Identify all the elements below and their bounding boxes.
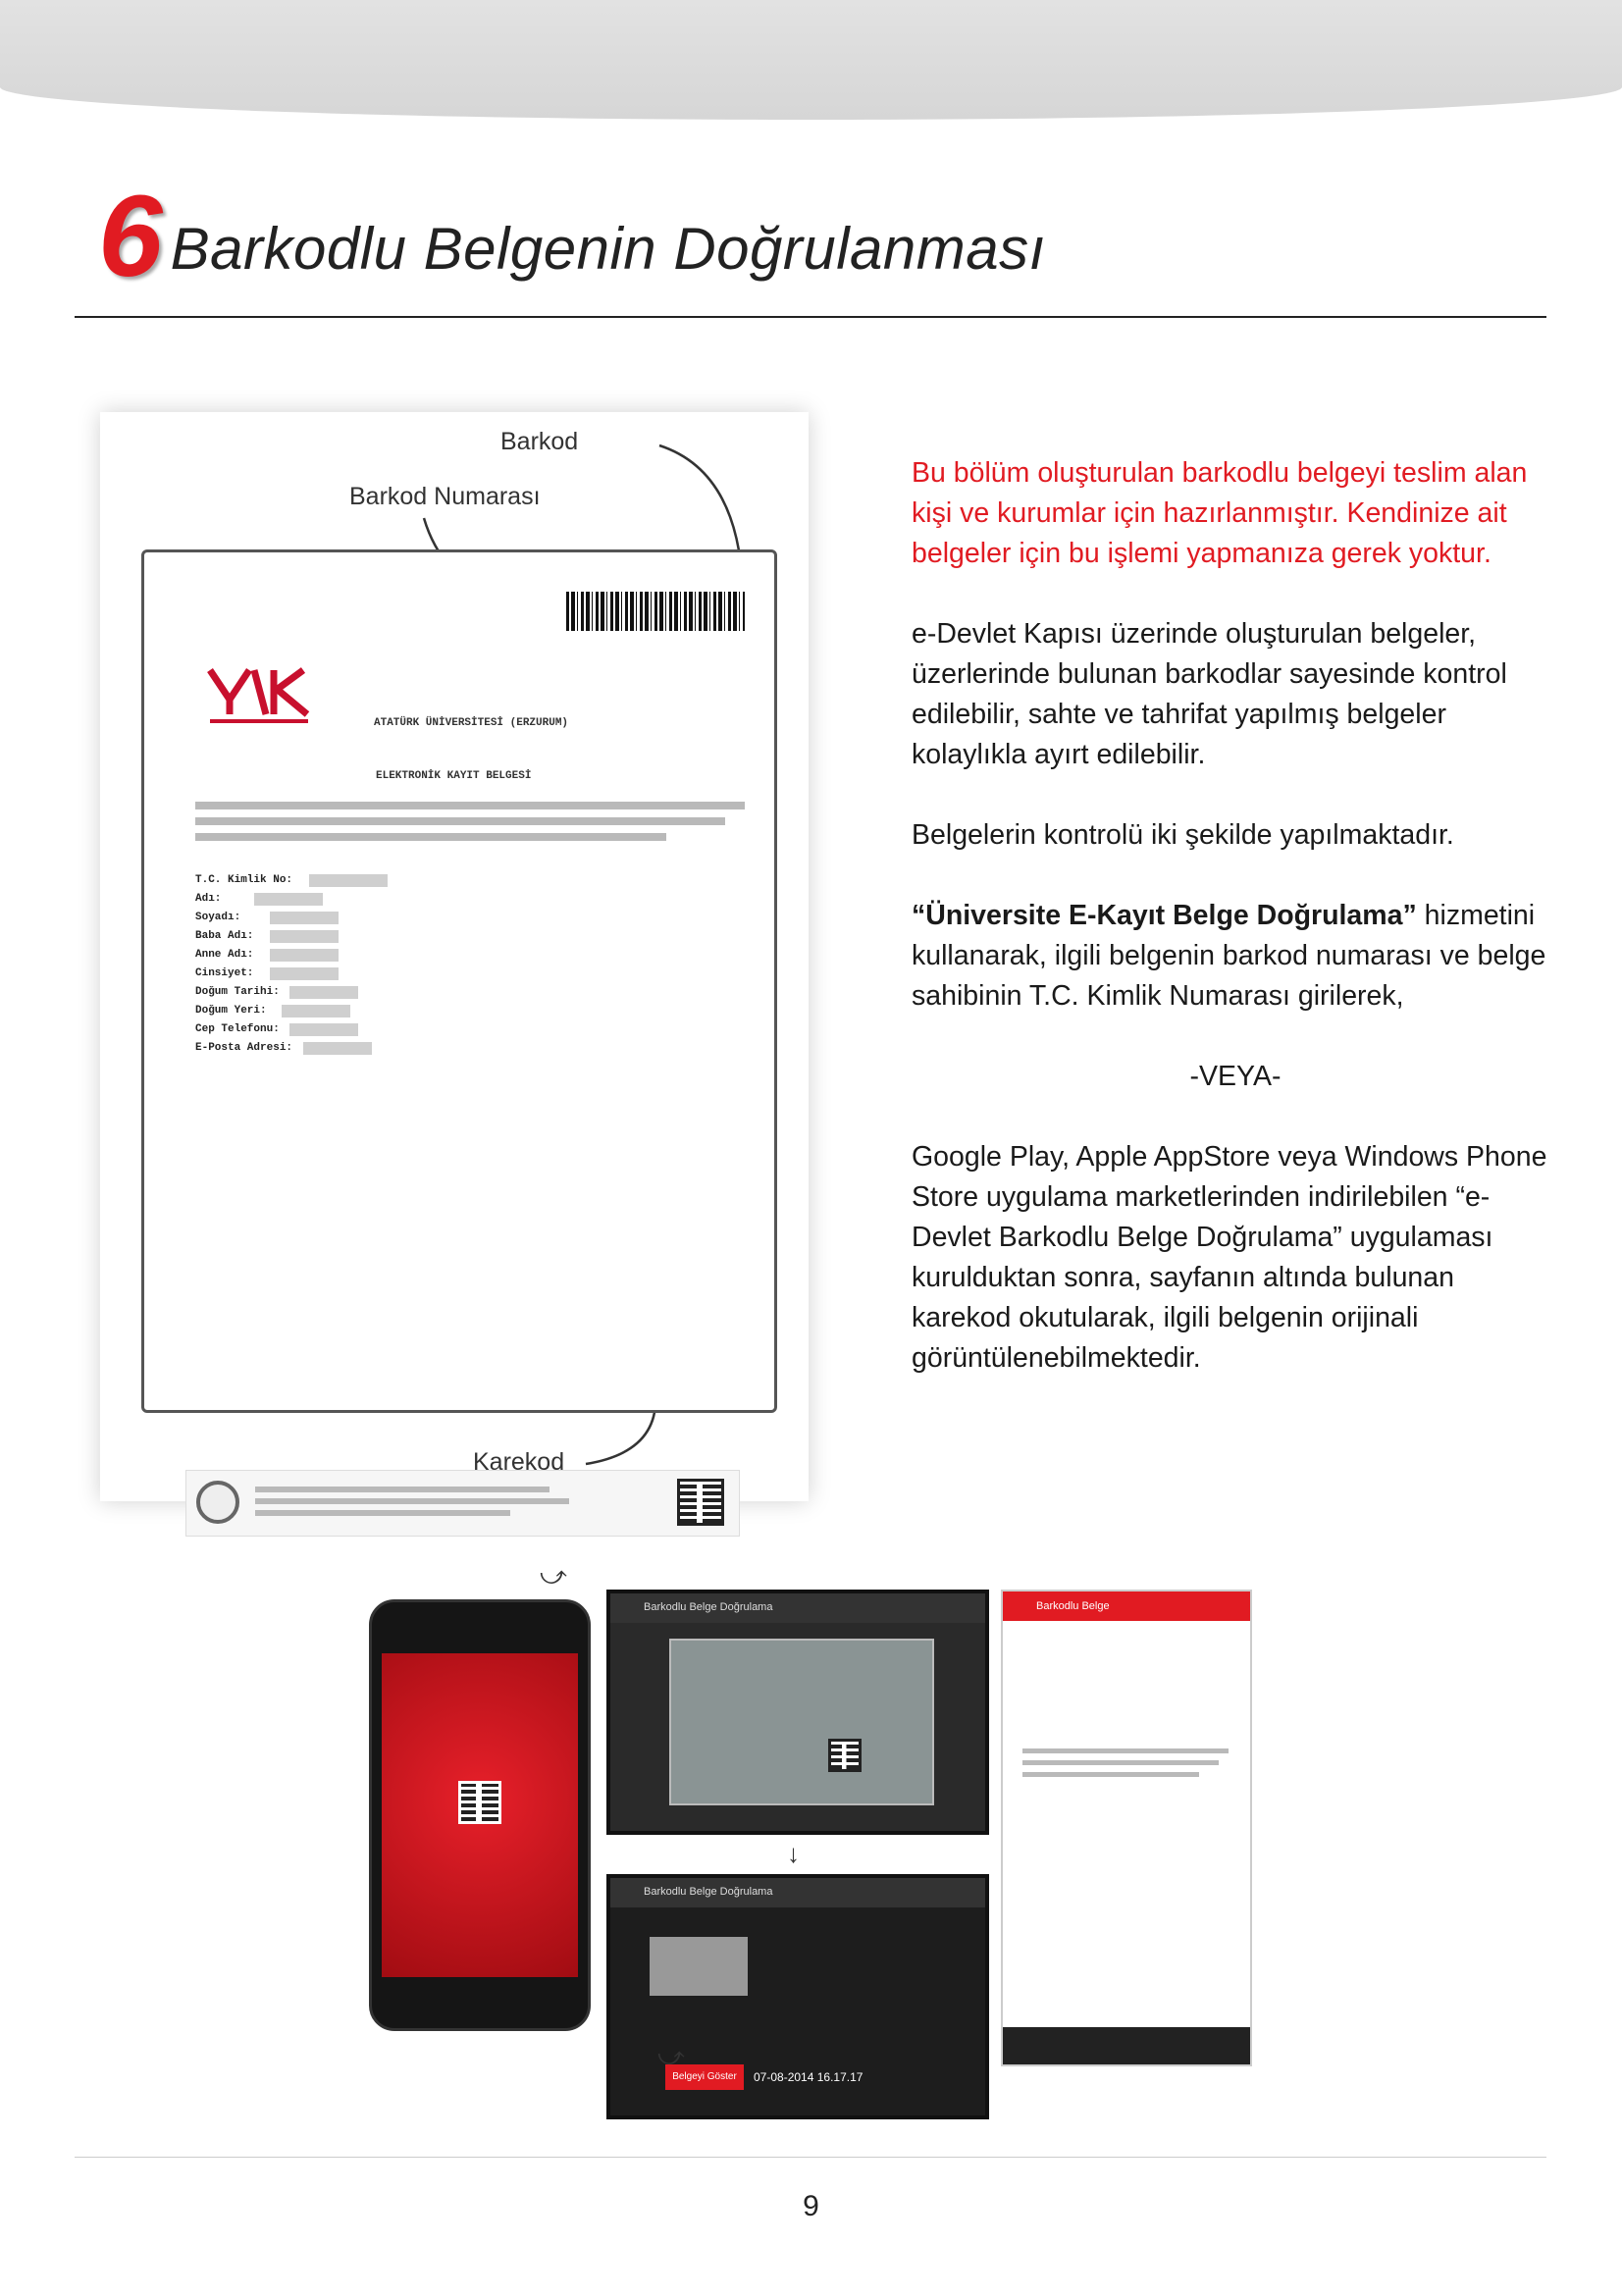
redacted-value — [254, 893, 323, 906]
yok-logo-icon — [205, 660, 313, 727]
section-number: 6 — [98, 172, 163, 301]
app-header — [610, 1878, 985, 1907]
nav-bar — [1003, 2027, 1250, 2064]
redacted-value — [270, 967, 339, 980]
barcode-number-label: Barkod Numarası — [349, 483, 541, 510]
body-text — [912, 453, 1559, 1419]
document-preview — [650, 1937, 748, 1996]
doc-fields — [195, 874, 490, 1061]
paragraph-method-two: Google Play, Apple AppStore veya Windows Phone Store uygulama marketlerinden indirilebilen “e-Devlet Barkodlu Belge Doğrulama” uygulaması kurulduktan sonra, sayfanın altında bulunan karekod okutularak, ilgili belgenin orijinali görüntülenebilmektedir. — [912, 1141, 1547, 1374]
doc-field-label: Baba Adı: — [195, 930, 254, 942]
redacted-value — [309, 874, 388, 887]
document-frame — [141, 549, 777, 1413]
doc-field-label: T.C. Kimlik No: — [195, 874, 293, 886]
app-screenshots — [363, 1550, 1305, 2084]
app-header-title: Barkodlu Belge Doğrulama — [644, 1601, 773, 1613]
verification-seal-icon — [196, 1481, 239, 1524]
document-footer — [185, 1470, 740, 1537]
paragraph-methods: Belgelerin kontrolü iki şekilde yapılmaktadır. — [912, 819, 1454, 851]
phone-document-screen — [1001, 1590, 1252, 2066]
intro-paragraph: Bu bölüm oluşturulan barkodlu belgeyi teslim alan kişi ve kurumlar için hazırlanmıştır. Kendinize ait belgeler için bu işlemi yapmanıza gerek yoktur. — [912, 457, 1528, 569]
section-heading — [98, 157, 1046, 301]
redacted-value — [282, 1005, 350, 1018]
doc-text-line — [1022, 1748, 1229, 1753]
tablet-result-screen — [606, 1874, 989, 2119]
barcode-label: Barkod — [500, 428, 579, 455]
qr-code-icon — [458, 1781, 501, 1824]
flow-arrow-icon: ⤻ — [540, 1560, 567, 1590]
redacted-value — [289, 986, 358, 999]
qr-code-icon — [828, 1739, 862, 1772]
top-banner — [0, 0, 1622, 120]
doc-title: ELEKTRONİK KAYIT BELGESİ — [376, 770, 532, 782]
down-arrow-icon: ↓ — [787, 1839, 800, 1868]
doc-text-line — [195, 817, 725, 825]
app-header — [1003, 1592, 1250, 1621]
doc-text-line — [1022, 1760, 1219, 1765]
heading-divider — [75, 316, 1546, 318]
doc-text-line — [1022, 1772, 1199, 1777]
doc-field-label: Adı: — [195, 893, 222, 905]
qr-label: Karekod — [473, 1448, 565, 1476]
camera-view — [669, 1639, 934, 1805]
flow-arrow-icon: ⤻ — [657, 2041, 685, 2070]
app-header — [610, 1593, 985, 1623]
paragraph-method-one — [912, 896, 1559, 1017]
footer-divider — [75, 2157, 1546, 2158]
redacted-value — [270, 930, 339, 943]
redacted-value — [270, 912, 339, 924]
service-name: “Üniversite E-Kayıt Belge Doğrulama” — [912, 900, 1417, 931]
date-value: 07-08-2014 16.17.17 — [754, 2070, 863, 2084]
doc-field-label: Doğum Yeri: — [195, 1005, 267, 1017]
doc-field-label: Cep Telefonu: — [195, 1023, 280, 1035]
doc-field-label: Anne Adı: — [195, 949, 254, 961]
document-sheet — [100, 412, 809, 1501]
section-title: Barkodlu Belgenin Doğrulanması — [170, 216, 1046, 282]
barcode-icon — [566, 592, 745, 631]
app-header-title: Barkodlu Belge Doğrulama — [644, 1886, 773, 1898]
doc-footer-line — [255, 1487, 549, 1492]
doc-university: ATATÜRK ÜNİVERSİTESİ (ERZURUM) — [374, 717, 569, 729]
show-document-button[interactable]: Belgeyi Göster — [665, 2064, 744, 2090]
doc-footer-line — [255, 1498, 569, 1504]
redacted-value — [289, 1023, 358, 1036]
method-one-text: hizmetini kullanarak, ilgili belgenin barkod numarası ve belge sahibinin T.C. Kimlik Numarası girilerek, — [912, 900, 1546, 1012]
paragraph-verification: e-Devlet Kapısı üzerinde oluşturulan belgeler, üzerlerinde bulunan barkodlar sayesinde kontrol edilebilir, sahte ve tahrifat yapılmış belgeler kolaylıkla ayırt edilebilir. — [912, 618, 1507, 770]
qr-code-icon — [677, 1479, 724, 1526]
doc-text-line — [195, 802, 745, 809]
phone-splash — [369, 1599, 591, 2031]
or-separator: -VEYA- — [1189, 1061, 1282, 1092]
tablet-scan-screen — [606, 1590, 989, 1835]
doc-field-label: Cinsiyet: — [195, 967, 254, 979]
page-number: 9 — [803, 2190, 819, 2222]
splash-screen — [382, 1653, 578, 1977]
app-header-title: Barkodlu Belge — [1036, 1600, 1110, 1612]
doc-field-label: E-Posta Adresi: — [195, 1042, 293, 1054]
doc-footer-line — [255, 1510, 510, 1516]
doc-field-label: Soyadı: — [195, 912, 241, 923]
redacted-value — [270, 949, 339, 962]
document-illustration — [98, 402, 824, 1521]
doc-field-label: Doğum Tarihi: — [195, 986, 280, 998]
redacted-value — [303, 1042, 372, 1055]
doc-text-line — [195, 833, 666, 841]
